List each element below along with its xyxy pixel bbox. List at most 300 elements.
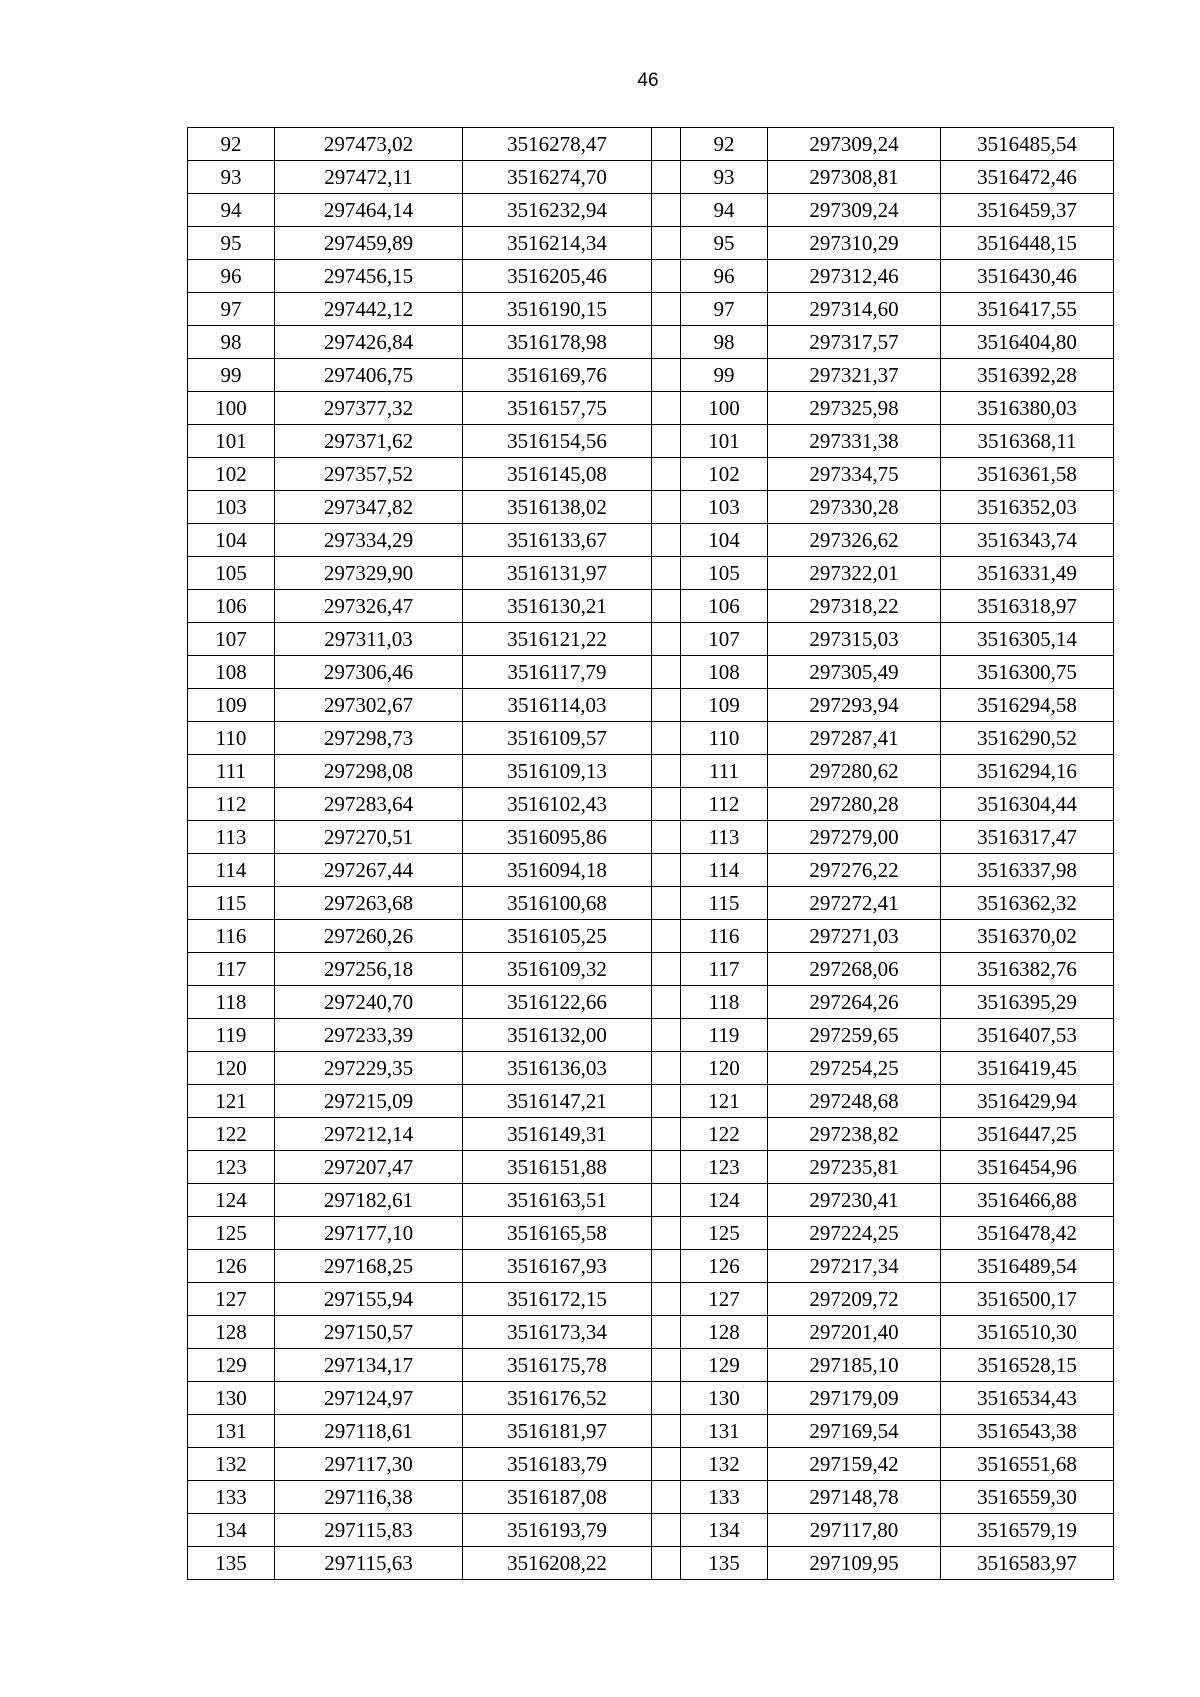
right-y-coordinate-cell: 3516392,28 (941, 359, 1114, 392)
left-x-coordinate-cell: 297377,32 (275, 392, 463, 425)
left-y-coordinate-cell: 3516205,46 (463, 260, 652, 293)
right-x-coordinate-cell: 297308,81 (768, 161, 941, 194)
left-y-coordinate-cell: 3516163,51 (463, 1184, 652, 1217)
left-y-coordinate-cell: 3516102,43 (463, 788, 652, 821)
right-x-coordinate-cell: 297330,28 (768, 491, 941, 524)
left-x-coordinate-cell: 297426,84 (275, 326, 463, 359)
right-point-number-cell: 117 (681, 953, 768, 986)
right-y-coordinate-cell: 3516331,49 (941, 557, 1114, 590)
left-y-coordinate-cell: 3516187,08 (463, 1481, 652, 1514)
right-point-number-cell: 120 (681, 1052, 768, 1085)
left-y-coordinate-cell: 3516147,21 (463, 1085, 652, 1118)
left-point-number-cell: 104 (188, 524, 275, 557)
spacer-cell (652, 359, 681, 392)
spacer-cell (652, 1316, 681, 1349)
spacer-cell (652, 1250, 681, 1283)
spacer-cell (652, 986, 681, 1019)
left-x-coordinate-cell: 297260,26 (275, 920, 463, 953)
table-row (188, 425, 1114, 458)
left-point-number-cell: 93 (188, 161, 275, 194)
left-x-coordinate-cell: 297357,52 (275, 458, 463, 491)
right-x-coordinate-cell: 297169,54 (768, 1415, 941, 1448)
left-point-number-cell: 135 (188, 1547, 275, 1580)
spacer-cell (652, 689, 681, 722)
left-point-number-cell: 101 (188, 425, 275, 458)
right-x-coordinate-cell: 297117,80 (768, 1514, 941, 1547)
right-point-number-cell: 105 (681, 557, 768, 590)
right-point-number-cell: 124 (681, 1184, 768, 1217)
spacer-cell (652, 524, 681, 557)
left-y-coordinate-cell: 3516178,98 (463, 326, 652, 359)
left-x-coordinate-cell: 297124,97 (275, 1382, 463, 1415)
left-point-number-cell: 105 (188, 557, 275, 590)
right-point-number-cell: 116 (681, 920, 768, 953)
table-row (188, 1283, 1114, 1316)
right-point-number-cell: 111 (681, 755, 768, 788)
table-row (188, 1250, 1114, 1283)
left-point-number-cell: 103 (188, 491, 275, 524)
spacer-cell (652, 161, 681, 194)
left-y-coordinate-cell: 3516131,97 (463, 557, 652, 590)
left-point-number-cell: 126 (188, 1250, 275, 1283)
table-row (188, 161, 1114, 194)
left-x-coordinate-cell: 297329,90 (275, 557, 463, 590)
right-x-coordinate-cell: 297326,62 (768, 524, 941, 557)
spacer-cell (652, 1349, 681, 1382)
left-x-coordinate-cell: 297406,75 (275, 359, 463, 392)
left-x-coordinate-cell: 297233,39 (275, 1019, 463, 1052)
right-x-coordinate-cell: 297287,41 (768, 722, 941, 755)
left-y-coordinate-cell: 3516117,79 (463, 656, 652, 689)
left-x-coordinate-cell: 297256,18 (275, 953, 463, 986)
left-y-coordinate-cell: 3516095,86 (463, 821, 652, 854)
right-y-coordinate-cell: 3516380,03 (941, 392, 1114, 425)
right-x-coordinate-cell: 297259,65 (768, 1019, 941, 1052)
table-row (188, 887, 1114, 920)
right-y-coordinate-cell: 3516430,46 (941, 260, 1114, 293)
right-point-number-cell: 115 (681, 887, 768, 920)
left-point-number-cell: 111 (188, 755, 275, 788)
right-point-number-cell: 123 (681, 1151, 768, 1184)
left-point-number-cell: 128 (188, 1316, 275, 1349)
left-x-coordinate-cell: 297240,70 (275, 986, 463, 1019)
right-x-coordinate-cell: 297272,41 (768, 887, 941, 920)
left-y-coordinate-cell: 3516278,47 (463, 128, 652, 161)
right-y-coordinate-cell: 3516579,19 (941, 1514, 1114, 1547)
spacer-cell (652, 1052, 681, 1085)
right-point-number-cell: 127 (681, 1283, 768, 1316)
right-point-number-cell: 118 (681, 986, 768, 1019)
right-point-number-cell: 119 (681, 1019, 768, 1052)
table-row (188, 920, 1114, 953)
right-y-coordinate-cell: 3516500,17 (941, 1283, 1114, 1316)
left-y-coordinate-cell: 3516175,78 (463, 1349, 652, 1382)
right-y-coordinate-cell: 3516478,42 (941, 1217, 1114, 1250)
left-point-number-cell: 98 (188, 326, 275, 359)
left-y-coordinate-cell: 3516154,56 (463, 425, 652, 458)
right-y-coordinate-cell: 3516304,44 (941, 788, 1114, 821)
right-x-coordinate-cell: 297238,82 (768, 1118, 941, 1151)
left-y-coordinate-cell: 3516149,31 (463, 1118, 652, 1151)
left-x-coordinate-cell: 297298,73 (275, 722, 463, 755)
right-point-number-cell: 122 (681, 1118, 768, 1151)
right-y-coordinate-cell: 3516472,46 (941, 161, 1114, 194)
right-y-coordinate-cell: 3516489,54 (941, 1250, 1114, 1283)
left-point-number-cell: 119 (188, 1019, 275, 1052)
right-y-coordinate-cell: 3516352,03 (941, 491, 1114, 524)
table-row (188, 722, 1114, 755)
table-row (188, 821, 1114, 854)
right-point-number-cell: 97 (681, 293, 768, 326)
left-point-number-cell: 131 (188, 1415, 275, 1448)
right-point-number-cell: 132 (681, 1448, 768, 1481)
right-x-coordinate-cell: 297248,68 (768, 1085, 941, 1118)
spacer-cell (652, 854, 681, 887)
left-y-coordinate-cell: 3516094,18 (463, 854, 652, 887)
spacer-cell (652, 1481, 681, 1514)
left-y-coordinate-cell: 3516157,75 (463, 392, 652, 425)
table-row (188, 458, 1114, 491)
right-point-number-cell: 94 (681, 194, 768, 227)
spacer-cell (652, 1448, 681, 1481)
left-x-coordinate-cell: 297116,38 (275, 1481, 463, 1514)
spacer-cell (652, 1283, 681, 1316)
spacer-cell (652, 788, 681, 821)
left-x-coordinate-cell: 297270,51 (275, 821, 463, 854)
spacer-cell (652, 1118, 681, 1151)
right-x-coordinate-cell: 297322,01 (768, 557, 941, 590)
left-point-number-cell: 110 (188, 722, 275, 755)
spacer-cell (652, 557, 681, 590)
spacer-cell (652, 458, 681, 491)
left-y-coordinate-cell: 3516167,93 (463, 1250, 652, 1283)
table-row (188, 656, 1114, 689)
right-point-number-cell: 92 (681, 128, 768, 161)
table-row (188, 194, 1114, 227)
right-y-coordinate-cell: 3516362,32 (941, 887, 1114, 920)
left-y-coordinate-cell: 3516193,79 (463, 1514, 652, 1547)
right-y-coordinate-cell: 3516290,52 (941, 722, 1114, 755)
table-row (188, 953, 1114, 986)
right-x-coordinate-cell: 297325,98 (768, 392, 941, 425)
right-y-coordinate-cell: 3516417,55 (941, 293, 1114, 326)
spacer-cell (652, 656, 681, 689)
left-point-number-cell: 117 (188, 953, 275, 986)
table-row (188, 1217, 1114, 1250)
spacer-cell (652, 722, 681, 755)
left-point-number-cell: 120 (188, 1052, 275, 1085)
left-point-number-cell: 114 (188, 854, 275, 887)
left-y-coordinate-cell: 3516190,15 (463, 293, 652, 326)
right-point-number-cell: 135 (681, 1547, 768, 1580)
right-point-number-cell: 95 (681, 227, 768, 260)
right-x-coordinate-cell: 297159,42 (768, 1448, 941, 1481)
right-x-coordinate-cell: 297276,22 (768, 854, 941, 887)
left-point-number-cell: 125 (188, 1217, 275, 1250)
table-row (188, 1514, 1114, 1547)
right-point-number-cell: 93 (681, 161, 768, 194)
right-point-number-cell: 103 (681, 491, 768, 524)
left-point-number-cell: 106 (188, 590, 275, 623)
right-point-number-cell: 107 (681, 623, 768, 656)
left-point-number-cell: 127 (188, 1283, 275, 1316)
right-y-coordinate-cell: 3516510,30 (941, 1316, 1114, 1349)
spacer-cell (652, 1514, 681, 1547)
right-y-coordinate-cell: 3516528,15 (941, 1349, 1114, 1382)
left-y-coordinate-cell: 3516169,76 (463, 359, 652, 392)
right-x-coordinate-cell: 297230,41 (768, 1184, 941, 1217)
right-x-coordinate-cell: 297279,00 (768, 821, 941, 854)
left-point-number-cell: 112 (188, 788, 275, 821)
left-y-coordinate-cell: 3516165,58 (463, 1217, 652, 1250)
table-row (188, 1151, 1114, 1184)
right-y-coordinate-cell: 3516404,80 (941, 326, 1114, 359)
left-point-number-cell: 133 (188, 1481, 275, 1514)
right-point-number-cell: 106 (681, 590, 768, 623)
left-y-coordinate-cell: 3516173,34 (463, 1316, 652, 1349)
spacer-cell (652, 326, 681, 359)
left-x-coordinate-cell: 297302,67 (275, 689, 463, 722)
right-y-coordinate-cell: 3516459,37 (941, 194, 1114, 227)
right-y-coordinate-cell: 3516300,75 (941, 656, 1114, 689)
right-x-coordinate-cell: 297224,25 (768, 1217, 941, 1250)
right-point-number-cell: 129 (681, 1349, 768, 1382)
spacer-cell (652, 755, 681, 788)
right-y-coordinate-cell: 3516448,15 (941, 227, 1114, 260)
right-point-number-cell: 112 (681, 788, 768, 821)
left-x-coordinate-cell: 297283,64 (275, 788, 463, 821)
left-point-number-cell: 130 (188, 1382, 275, 1415)
right-point-number-cell: 128 (681, 1316, 768, 1349)
left-y-coordinate-cell: 3516136,03 (463, 1052, 652, 1085)
table-row (188, 1316, 1114, 1349)
right-y-coordinate-cell: 3516382,76 (941, 953, 1114, 986)
left-x-coordinate-cell: 297117,30 (275, 1448, 463, 1481)
spacer-cell (652, 1151, 681, 1184)
right-y-coordinate-cell: 3516534,43 (941, 1382, 1114, 1415)
left-point-number-cell: 115 (188, 887, 275, 920)
right-point-number-cell: 102 (681, 458, 768, 491)
right-y-coordinate-cell: 3516419,45 (941, 1052, 1114, 1085)
spacer-cell (652, 1415, 681, 1448)
left-point-number-cell: 99 (188, 359, 275, 392)
left-point-number-cell: 108 (188, 656, 275, 689)
table-row (188, 590, 1114, 623)
spacer-cell (652, 392, 681, 425)
table-row (188, 128, 1114, 161)
right-x-coordinate-cell: 297264,26 (768, 986, 941, 1019)
right-point-number-cell: 131 (681, 1415, 768, 1448)
right-point-number-cell: 110 (681, 722, 768, 755)
spacer-cell (652, 227, 681, 260)
left-y-coordinate-cell: 3516208,22 (463, 1547, 652, 1580)
page-number: 46 (637, 70, 659, 91)
table-row (188, 1448, 1114, 1481)
right-y-coordinate-cell: 3516447,25 (941, 1118, 1114, 1151)
left-y-coordinate-cell: 3516122,66 (463, 986, 652, 1019)
right-point-number-cell: 121 (681, 1085, 768, 1118)
left-point-number-cell: 118 (188, 986, 275, 1019)
left-x-coordinate-cell: 297212,14 (275, 1118, 463, 1151)
table-row (188, 557, 1114, 590)
left-y-coordinate-cell: 3516130,21 (463, 590, 652, 623)
table-row (188, 491, 1114, 524)
right-point-number-cell: 125 (681, 1217, 768, 1250)
left-point-number-cell: 134 (188, 1514, 275, 1547)
left-x-coordinate-cell: 297215,09 (275, 1085, 463, 1118)
table-row (188, 1349, 1114, 1382)
left-y-coordinate-cell: 3516176,52 (463, 1382, 652, 1415)
right-x-coordinate-cell: 297268,06 (768, 953, 941, 986)
spacer-cell (652, 1217, 681, 1250)
table-row (188, 1019, 1114, 1052)
left-point-number-cell: 124 (188, 1184, 275, 1217)
spacer-cell (652, 821, 681, 854)
spacer-cell (652, 887, 681, 920)
right-x-coordinate-cell: 297309,24 (768, 128, 941, 161)
table-row (188, 524, 1114, 557)
right-x-coordinate-cell: 297314,60 (768, 293, 941, 326)
left-x-coordinate-cell: 297456,15 (275, 260, 463, 293)
left-y-coordinate-cell: 3516109,32 (463, 953, 652, 986)
right-point-number-cell: 126 (681, 1250, 768, 1283)
left-point-number-cell: 123 (188, 1151, 275, 1184)
spacer-cell (652, 260, 681, 293)
right-point-number-cell: 99 (681, 359, 768, 392)
left-y-coordinate-cell: 3516138,02 (463, 491, 652, 524)
right-point-number-cell: 108 (681, 656, 768, 689)
table-row (188, 1085, 1114, 1118)
right-x-coordinate-cell: 297201,40 (768, 1316, 941, 1349)
table-row (188, 854, 1114, 887)
coordinates-table (187, 127, 1114, 1580)
right-x-coordinate-cell: 297334,75 (768, 458, 941, 491)
right-x-coordinate-cell: 297305,49 (768, 656, 941, 689)
right-y-coordinate-cell: 3516337,98 (941, 854, 1114, 887)
left-point-number-cell: 116 (188, 920, 275, 953)
right-x-coordinate-cell: 297271,03 (768, 920, 941, 953)
spacer-cell (652, 293, 681, 326)
right-x-coordinate-cell: 297309,24 (768, 194, 941, 227)
right-x-coordinate-cell: 297321,37 (768, 359, 941, 392)
table-row (188, 359, 1114, 392)
left-y-coordinate-cell: 3516172,15 (463, 1283, 652, 1316)
left-point-number-cell: 92 (188, 128, 275, 161)
spacer-cell (652, 425, 681, 458)
right-x-coordinate-cell: 297318,22 (768, 590, 941, 623)
spacer-cell (652, 1547, 681, 1580)
left-y-coordinate-cell: 3516133,67 (463, 524, 652, 557)
left-x-coordinate-cell: 297306,46 (275, 656, 463, 689)
right-x-coordinate-cell: 297331,38 (768, 425, 941, 458)
left-point-number-cell: 94 (188, 194, 275, 227)
left-point-number-cell: 122 (188, 1118, 275, 1151)
right-point-number-cell: 130 (681, 1382, 768, 1415)
table-row (188, 689, 1114, 722)
left-y-coordinate-cell: 3516114,03 (463, 689, 652, 722)
left-y-coordinate-cell: 3516105,25 (463, 920, 652, 953)
left-x-coordinate-cell: 297442,12 (275, 293, 463, 326)
right-x-coordinate-cell: 297235,81 (768, 1151, 941, 1184)
left-point-number-cell: 102 (188, 458, 275, 491)
right-x-coordinate-cell: 297254,25 (768, 1052, 941, 1085)
right-y-coordinate-cell: 3516305,14 (941, 623, 1114, 656)
right-x-coordinate-cell: 297217,34 (768, 1250, 941, 1283)
right-y-coordinate-cell: 3516454,96 (941, 1151, 1114, 1184)
table-row (188, 1481, 1114, 1514)
left-x-coordinate-cell: 297371,62 (275, 425, 463, 458)
right-y-coordinate-cell: 3516429,94 (941, 1085, 1114, 1118)
left-y-coordinate-cell: 3516183,79 (463, 1448, 652, 1481)
table-row (188, 1382, 1114, 1415)
right-x-coordinate-cell: 297315,03 (768, 623, 941, 656)
left-x-coordinate-cell: 297150,57 (275, 1316, 463, 1349)
right-x-coordinate-cell: 297185,10 (768, 1349, 941, 1382)
right-point-number-cell: 104 (681, 524, 768, 557)
table-row (188, 788, 1114, 821)
table-row (188, 623, 1114, 656)
left-point-number-cell: 109 (188, 689, 275, 722)
left-point-number-cell: 132 (188, 1448, 275, 1481)
right-y-coordinate-cell: 3516370,02 (941, 920, 1114, 953)
right-point-number-cell: 101 (681, 425, 768, 458)
left-x-coordinate-cell: 297334,29 (275, 524, 463, 557)
right-point-number-cell: 134 (681, 1514, 768, 1547)
right-y-coordinate-cell: 3516294,58 (941, 689, 1114, 722)
table-row (188, 227, 1114, 260)
spacer-cell (652, 128, 681, 161)
left-x-coordinate-cell: 297182,61 (275, 1184, 463, 1217)
left-point-number-cell: 113 (188, 821, 275, 854)
right-y-coordinate-cell: 3516317,47 (941, 821, 1114, 854)
spacer-cell (652, 920, 681, 953)
table-row (188, 293, 1114, 326)
spacer-cell (652, 1019, 681, 1052)
left-x-coordinate-cell: 297155,94 (275, 1283, 463, 1316)
left-x-coordinate-cell: 297298,08 (275, 755, 463, 788)
right-x-coordinate-cell: 297312,46 (768, 260, 941, 293)
table-row (188, 260, 1114, 293)
spacer-cell (652, 1382, 681, 1415)
left-y-coordinate-cell: 3516109,57 (463, 722, 652, 755)
left-x-coordinate-cell: 297311,03 (275, 623, 463, 656)
left-point-number-cell: 95 (188, 227, 275, 260)
right-x-coordinate-cell: 297310,29 (768, 227, 941, 260)
spacer-cell (652, 1184, 681, 1217)
right-y-coordinate-cell: 3516551,68 (941, 1448, 1114, 1481)
table-row (188, 1184, 1114, 1217)
left-y-coordinate-cell: 3516100,68 (463, 887, 652, 920)
right-y-coordinate-cell: 3516343,74 (941, 524, 1114, 557)
left-x-coordinate-cell: 297267,44 (275, 854, 463, 887)
right-y-coordinate-cell: 3516395,29 (941, 986, 1114, 1019)
spacer-cell (652, 491, 681, 524)
left-y-coordinate-cell: 3516214,34 (463, 227, 652, 260)
left-y-coordinate-cell: 3516151,88 (463, 1151, 652, 1184)
table-row (188, 326, 1114, 359)
right-x-coordinate-cell: 297280,62 (768, 755, 941, 788)
spacer-cell (652, 953, 681, 986)
table-row (188, 1052, 1114, 1085)
right-point-number-cell: 96 (681, 260, 768, 293)
right-y-coordinate-cell: 3516318,97 (941, 590, 1114, 623)
spacer-cell (652, 1085, 681, 1118)
right-y-coordinate-cell: 3516485,54 (941, 128, 1114, 161)
right-point-number-cell: 100 (681, 392, 768, 425)
left-y-coordinate-cell: 3516181,97 (463, 1415, 652, 1448)
right-y-coordinate-cell: 3516407,53 (941, 1019, 1114, 1052)
right-x-coordinate-cell: 297179,09 (768, 1382, 941, 1415)
